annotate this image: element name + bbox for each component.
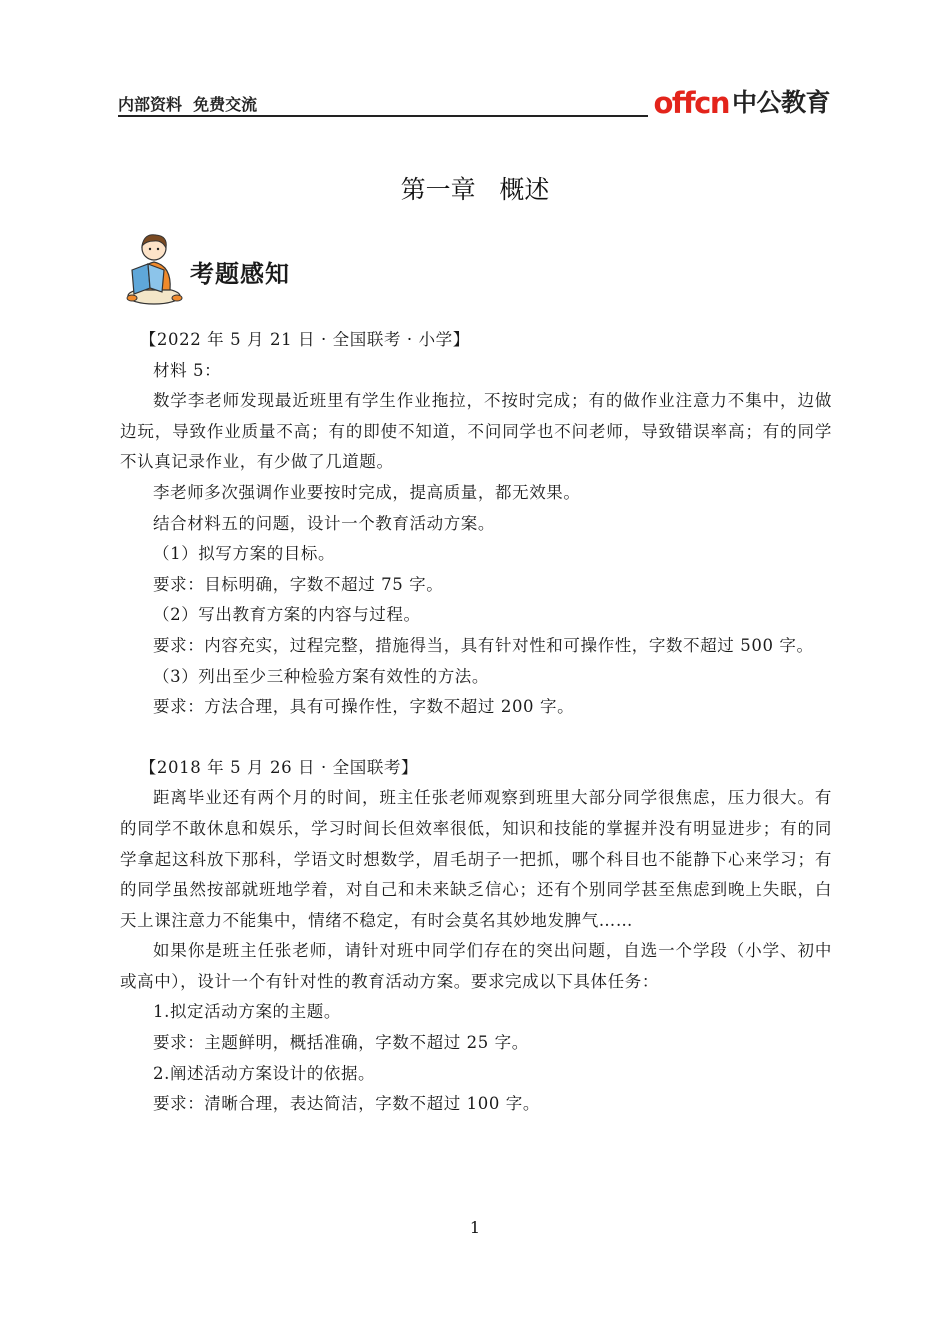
chapter-title: 第一章 概述 <box>400 175 550 204</box>
question1-paragraph: 结合材料五的问题，设计一个教育活动方案。 <box>153 513 495 533</box>
question1-material-label: 材料 5： <box>153 360 222 380</box>
header-note: 内部资料 免费交流 <box>118 95 258 114</box>
main-content <box>120 325 832 1120</box>
section-label: 考题感知 <box>190 259 290 288</box>
question2-requirement: 要求：主题鲜明，概括准确，字数不超过 25 字。 <box>153 1033 529 1053</box>
page-number: 1 <box>469 1218 481 1237</box>
question1-task: （1）拟写方案的目标。 <box>153 544 336 564</box>
page-header <box>118 82 830 118</box>
question1-task: （3）列出至少三种检验方案有效性的方法。 <box>153 666 489 686</box>
question2-source: 【2018 年 5 月 26 日 · 全国联考】 <box>139 757 419 777</box>
logo-latin-text: offcn <box>653 86 729 120</box>
question1-requirement: 要求：方法合理，具有可操作性，字数不超过 200 字。 <box>153 697 575 717</box>
question2-requirement: 要求：清晰合理，表达简洁，字数不超过 100 字。 <box>153 1094 540 1114</box>
question2-task: 2.阐述活动方案设计的依据。 <box>153 1063 376 1083</box>
question1-paragraph: 数学李老师发现最近班里有学生作业拖拉，不按时完成；有的做作业注意力不集中，边做边玩，导致作业质量不高；有的即使不知道，不问同学也不问老师，导致错误率高；有的同学不认真记录作业，有少做了几道题。 <box>120 391 832 472</box>
logo-chinese-text: 中公教育 <box>731 88 830 117</box>
question2-task: 1.拟定活动方案的主题。 <box>153 1002 341 1022</box>
question1-paragraph: 李老师多次强调作业要按时完成，提高质量，都无效果。 <box>153 482 581 502</box>
question1-requirement: 要求：目标明确，字数不超过 75 字。 <box>153 574 444 594</box>
question2-paragraph: 距离毕业还有两个月的时间，班主任张老师观察到班里大部分同学很焦虑，压力很大。有的同学不敢休息和娱乐，学习时间长但效率很低，知识和技能的掌握并没有明显进步；有的同学拿起这科放下那科，学语文时想数学，眉毛胡子一把抓，哪个科目也不能静下心来学习；有的同学虽然按部就班地学着，对自己和未来缺乏信心；还有个别同学甚至焦虑到晚上失眠，白天上课注意力不能集中，情绪不稳定，有时会莫名其妙地发脾气…… <box>120 788 832 930</box>
question1-task: （2）写出教育方案的内容与过程。 <box>153 605 421 625</box>
offcn-logo <box>653 84 830 118</box>
header-divider <box>118 115 648 117</box>
reading-child-icon <box>124 228 186 308</box>
question1-source: 【2022 年 5 月 21 日 · 全国联考 · 小学】 <box>139 330 470 349</box>
section-gap <box>120 723 832 753</box>
question1-requirement: 要求：内容充实，过程完整，措施得当，具有针对性和可操作性，字数不超过 500 字。 <box>153 635 814 655</box>
question2-paragraph: 如果你是班主任张老师，请针对班中同学们存在的突出问题，自选一个学段（小学、初中或高中），设计一个有针对性的教育活动方案。要求完成以下具体任务： <box>120 941 832 991</box>
section-banner <box>124 228 324 308</box>
